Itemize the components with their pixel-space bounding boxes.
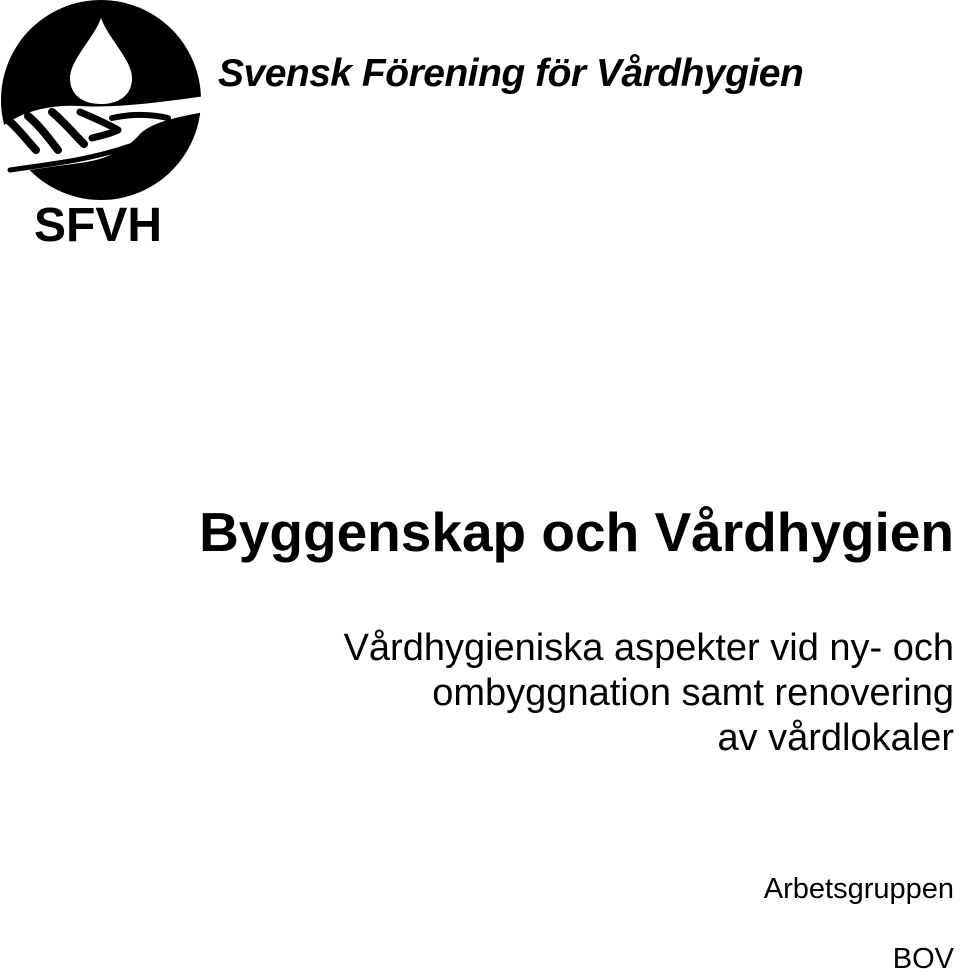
- subtitle-line: Vårdhygieniska aspekter vid ny- och: [343, 627, 954, 669]
- document-subtitle: [344, 626, 954, 761]
- group-code: BOV: [892, 943, 954, 975]
- organization-name: Svensk Förening för Vårdhygien: [218, 52, 804, 95]
- droplet-over-hand-icon: [0, 0, 205, 200]
- organization-abbreviation: SFVH: [34, 199, 163, 252]
- subtitle-line: ombyggnation samt renovering: [432, 672, 954, 714]
- working-group: Arbetsgruppen: [763, 873, 954, 905]
- document-title: Byggenskap och Vårdhygien: [199, 501, 954, 563]
- subtitle-line: av vårdlokaler: [717, 717, 954, 759]
